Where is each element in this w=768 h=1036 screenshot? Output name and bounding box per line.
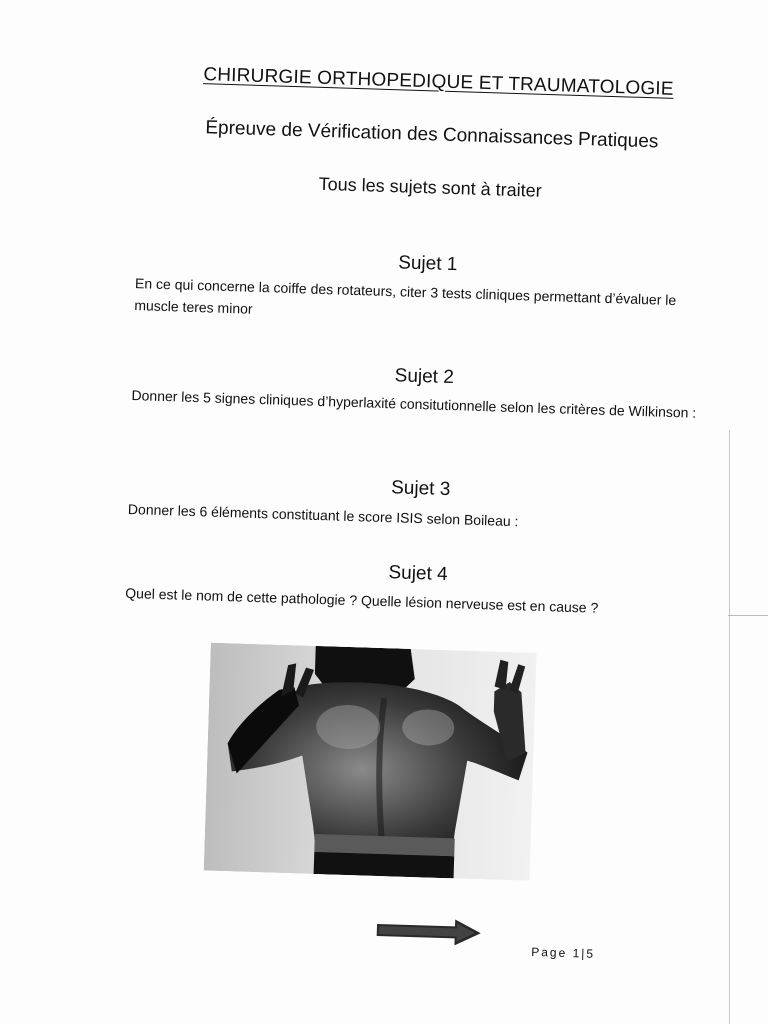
right-arrow-icon — [374, 915, 485, 948]
clinical-photo-image — [204, 643, 537, 881]
sujet-3-text: Donner les 6 éléments constituant le score ISIS selon Boileau : — [127, 500, 519, 530]
document-title: CHIRURGIE ORTHOPEDIQUE ET TRAUMATOLOGIE — [203, 64, 675, 100]
sujet-2-text: Donner les 5 signes cliniques d’hyperlaxité consitutionnelle selon les critères de Wilkinson : — [131, 387, 697, 421]
sujet-4-text: Quel est le nom de cette pathologie ? Quelle lésion nerveuse est en cause ? — [125, 584, 599, 616]
sujet-1-heading: Sujet 1 — [397, 252, 458, 276]
document-subtitle: Épreuve de Vérification des Connaissances Pratiques — [205, 117, 659, 153]
sujet-4-heading: Sujet 4 — [388, 562, 448, 586]
sujet-3-heading: Sujet 3 — [390, 477, 451, 501]
document-instruction: Tous les sujets sont à traiter — [318, 173, 543, 201]
clinical-photo — [204, 643, 537, 881]
sujet-1-text: En ce qui concerne la coiffe des rotateurs, citer 3 tests cliniques permettant d’évaluer le muscle teres minor — [134, 275, 677, 317]
sujet-2-heading: Sujet 2 — [394, 365, 455, 389]
next-page-arrow[interactable] — [374, 915, 485, 948]
page-number: Page 1|5 — [531, 944, 596, 961]
